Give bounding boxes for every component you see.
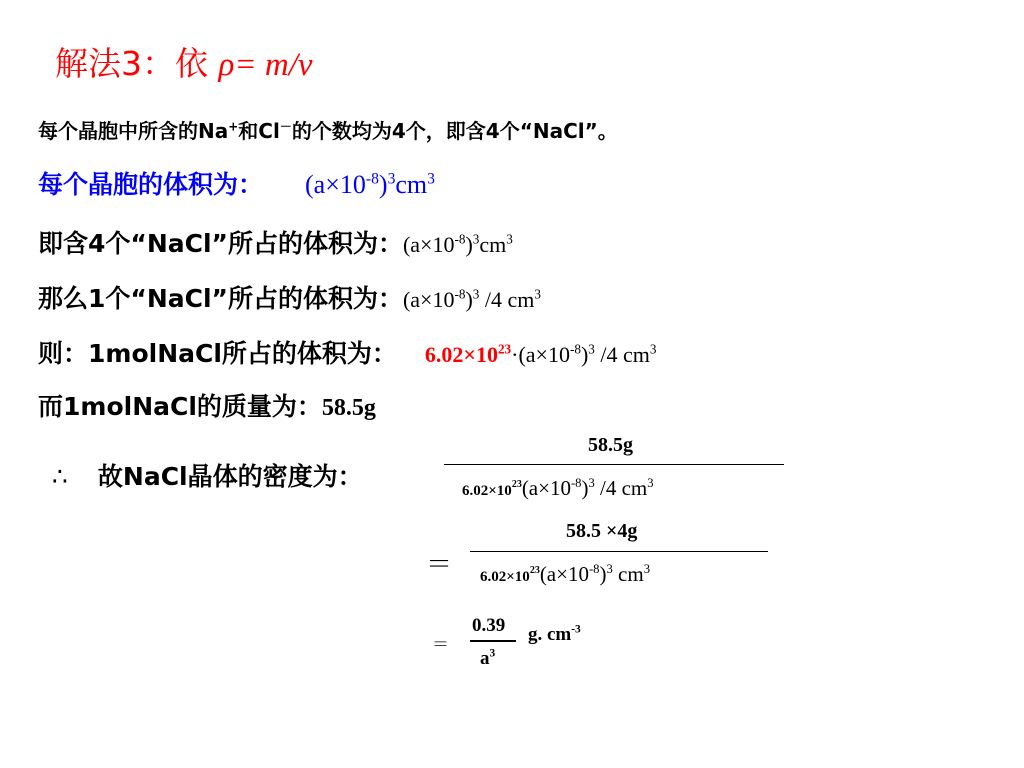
line5-label: 则：1molNaCl所占的体积为：: [38, 339, 397, 368]
frac2-den-coef-exp: 23: [529, 565, 540, 576]
line2-exp: -8: [365, 170, 379, 188]
line4-expr2: ): [465, 287, 473, 312]
frac2-den-exp2: 3: [606, 562, 613, 576]
frac1-numerator: 58.5g: [588, 434, 633, 456]
line1-part-b: 和Cl: [238, 119, 280, 143]
line5-exp: -8: [569, 341, 581, 357]
frac2-equals: ＝: [426, 550, 453, 580]
line2-exp2: 3: [387, 170, 396, 188]
line1-part-a: 每个晶胞中所含的Na: [38, 119, 229, 143]
line4-exp2: 3: [472, 286, 480, 302]
frac2-denominator: [480, 562, 650, 587]
line4-tail: /4 cm: [484, 287, 535, 312]
line5-expr: ·(a×10: [511, 342, 570, 367]
line3-unit: cm: [479, 232, 507, 257]
frac3-unit: [528, 624, 581, 646]
line4-exp: -8: [454, 286, 466, 302]
text-line-ion-count: [38, 115, 618, 144]
heading-prefix: 解法3：依: [55, 44, 208, 83]
line4-unit-exp: 3: [534, 286, 541, 302]
frac3-den-exp: 3: [489, 647, 496, 660]
frac2-den-unit-exp: 3: [643, 562, 650, 576]
line5-coef-exp: 23: [497, 341, 512, 357]
frac2-den-tail: cm: [618, 562, 644, 586]
frac1-den-unit-exp: 3: [647, 476, 654, 490]
frac1-den-exp: -8: [570, 476, 582, 490]
line2-expr2: ): [378, 170, 388, 199]
therefore-label: [52, 457, 363, 493]
text-line-4nacl-volume: [38, 224, 513, 260]
frac3-equals: ＝: [432, 635, 449, 655]
line3-exp2: 3: [472, 231, 480, 247]
line5-unit-exp: 3: [649, 341, 657, 357]
line2-unit-exp: 3: [427, 170, 435, 188]
line1-part-c: 的个数均为4个，即含4个“NaCl”。: [291, 119, 618, 143]
frac1-den-expr: (a×10: [521, 476, 571, 500]
frac1-den-exp2: 3: [588, 476, 595, 490]
frac3-denominator: [480, 648, 495, 670]
frac3-bar: [470, 640, 516, 642]
frac3-unit-exp: -3: [571, 623, 581, 636]
frac2-den-expr2: ): [599, 562, 607, 586]
frac1-den-coef: 6.02×10: [462, 483, 512, 499]
heading: [55, 38, 313, 85]
frac1-den-expr2: ): [581, 476, 589, 500]
line5-expr2: ): [580, 342, 589, 367]
frac3-unit-text: g. cm: [528, 624, 572, 645]
line2-expr: (a×10: [305, 170, 366, 199]
text-line-cell-volume: [38, 165, 435, 201]
frac2-bar: [470, 551, 768, 552]
therefore-text: 故NaCl晶体的密度为：: [97, 462, 363, 491]
frac3-numerator: 0.39: [472, 615, 506, 636]
line3-exp: -8: [454, 231, 466, 247]
frac2-den-coef: 6.02×10: [480, 569, 530, 585]
frac3-den: a: [480, 648, 490, 669]
line3-unit-exp: 3: [506, 231, 513, 247]
line5-tail: /4 cm: [600, 342, 650, 367]
line1-sup-a: +: [228, 119, 239, 134]
text-line-1mol-mass: [38, 387, 376, 423]
line2-label: 每个晶胞的体积为：: [38, 170, 264, 199]
line2-unit: cm: [395, 170, 428, 199]
line3-label: 即含4个“NaCl”所占的体积为：: [38, 229, 403, 258]
line4-expr: (a×10: [402, 287, 455, 312]
frac1-bar: [444, 464, 784, 465]
text-line-1nacl-volume: [38, 279, 541, 315]
heading-formula: ρ= m/v: [218, 47, 313, 83]
line3-expr2: ): [465, 232, 473, 257]
frac2-den-exp: -8: [588, 562, 600, 576]
frac1-denominator: [462, 476, 654, 501]
frac2-den-expr: (a×10: [539, 562, 589, 586]
line6-value: 58.5g: [321, 395, 376, 421]
frac1-den-coef-exp: 23: [511, 479, 522, 490]
line4-label: 那么1个“NaCl”所占的体积为：: [38, 284, 403, 313]
frac1-den-tail: /4 cm: [600, 476, 648, 500]
line1-sup-b: －: [279, 119, 292, 134]
therefore-symbol: ∴: [52, 462, 68, 491]
line5-coef: 6.02×10: [424, 342, 498, 367]
line6-label: 而1molNaCl的质量为：: [38, 392, 322, 421]
text-line-1mol-volume: [38, 334, 656, 370]
frac2-numerator: 58.5 ×4g: [566, 520, 638, 542]
line5-exp2: 3: [588, 341, 595, 357]
line3-expr: (a×10: [402, 232, 455, 257]
